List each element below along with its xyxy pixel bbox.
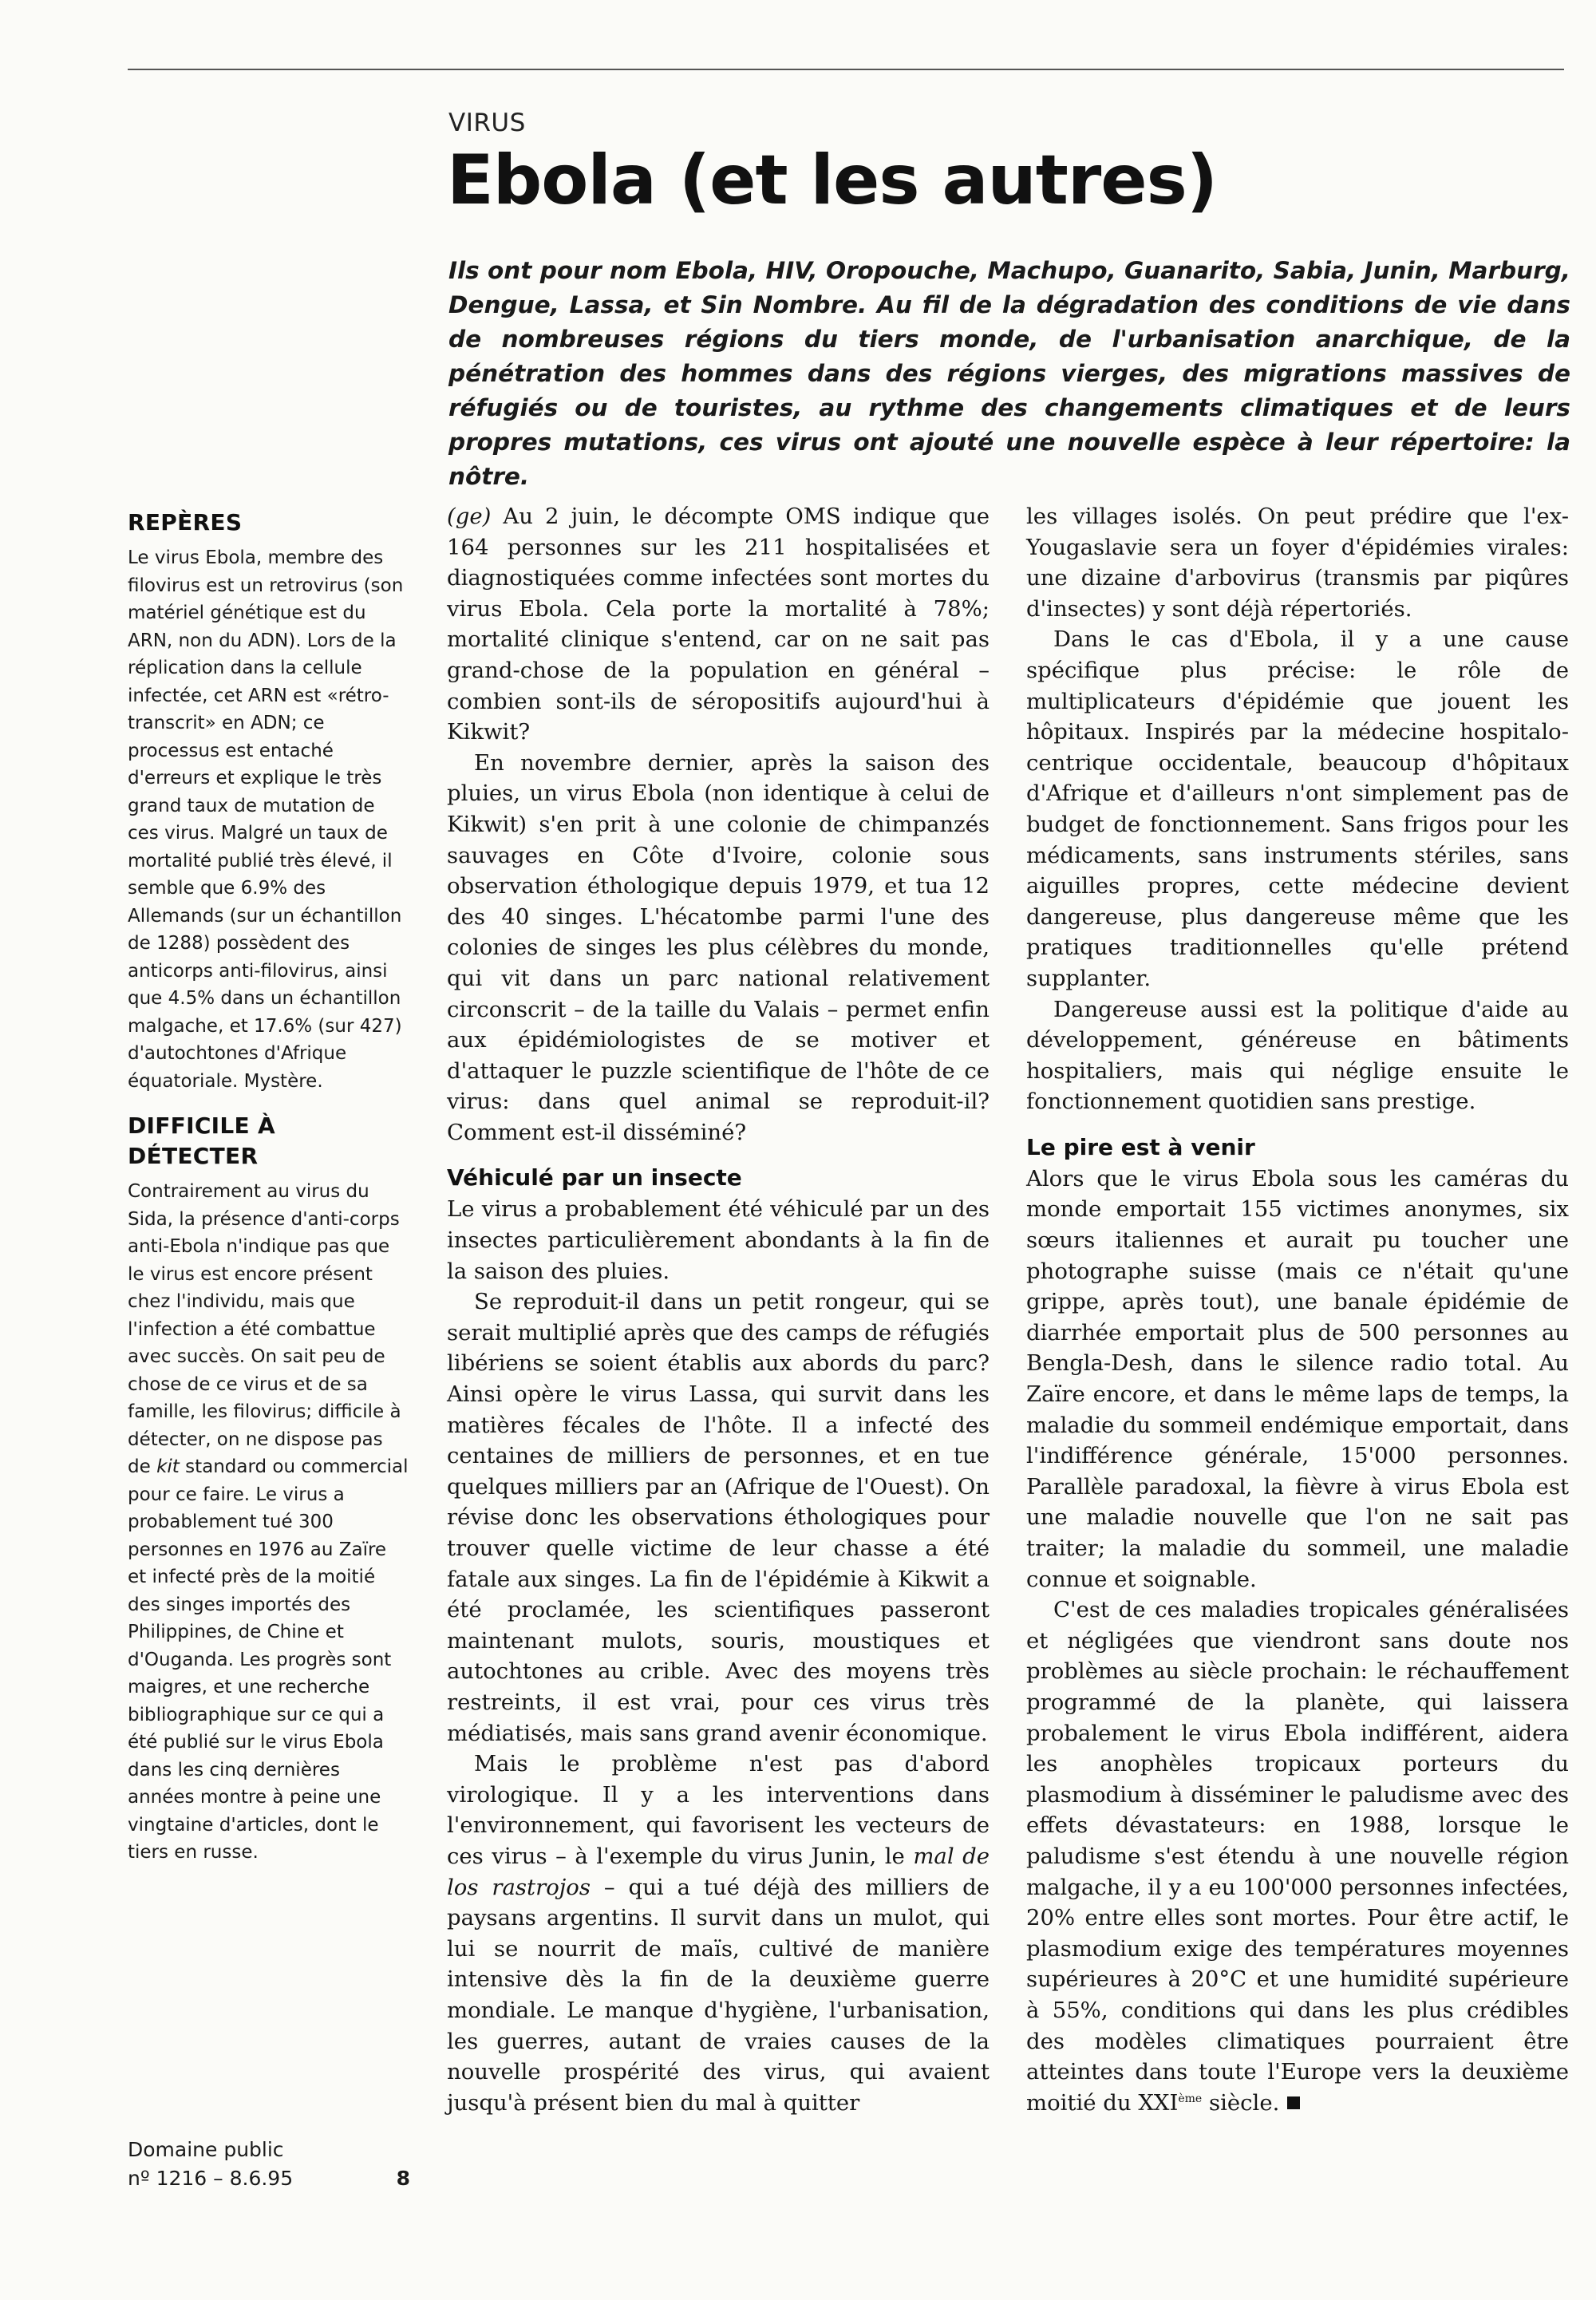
paragraph-text: Au 2 juin, le décompte OMS indique que 164 personnes sur les 211 hospitalisées et diagnostiquées comme infectées sont mortes du virus Ebola. Cela porte la mortalité à 78%; mortalité clinique s'entend, car on ne sait pas grand-chose de la population en général – combien sont-ils de séropositifs aujourd'hui à Kikwit?: [447, 504, 990, 745]
sidebar: [128, 508, 409, 1867]
end-mark-icon: [1287, 2096, 1300, 2109]
issue-line: [128, 2164, 415, 2193]
paragraph: [447, 501, 990, 748]
sidebar-reperes-title: REPÈRES: [128, 509, 243, 535]
article-column-2: [1026, 501, 1569, 2118]
paragraph: Alors que le virus Ebola sous les caméras du monde emportait 155 victimes anonymes, six sœurs italiennes et aurait pu toucher une photographe suisse (mais ce n'était qu'une grippe, après tout), une banale épidémie de diarrhée emportait plus de 500 personnes au Bengla-Desh, dans le silence radio total. Au Zaïre encore, et dans le même laps de temps, la maladie du sommeil endémique emportait, dans l'indifférence générale, 15'000 personnes. Parallèle paradoxal, la fièvre à virus Ebola est une maladie nouvelle que l'on ne sait pas traiter; la maladie du sommeil, une maladie connue et soignable.: [1026, 1165, 1569, 1592]
paragraph-text: siècle.: [1202, 2089, 1280, 2116]
superscript-eme: ème: [1178, 2092, 1203, 2105]
paragraph: Se reproduit-il dans un petit rongeur, qui se serait multiplié après que des camps de réfugiés libériens se soient établis aux abords du parc? Ainsi opère le virus Lassa, qui survit dans les matières fécales de l'hôte. Il a infecté des centaines de milliers de personnes, et en tue quelques milliers par an (Afrique de l'Ouest). On révise donc les observations éthologiques pour trouver quelle victime de leur chasse a été fatale aux singes. La fin de l'épidémie à Kikwit a été proclamée, les scientifiques passeront maintenant mulots, souris, moustiques et autochtones au crible. Avec des moyens très restreints, il est vrai, pour ces virus très médiatisés, mais sans grand avenir économique.: [447, 1289, 990, 1746]
paragraph-text: C'est de ces maladies tropicales généralisées et négligées que viendront sans doute nos problèmes au siècle prochain: le réchauffement programmé de la planète, qui laissera probalement le virus Ebola indifférent, aidera les anophèles tropicaux porteurs du plasmodium à disséminer le paludisme avec des effets dévastateurs: en 1988, lorsque le paludisme s'est étendu à une nouvelle région malgache, il y a eu 100'000 personnes infectées, 20% entre elles sont mortes. Pour être actif, le plasmodium exige des températures moyennes supérieures à 20°C et une humidité supérieure à 55%, conditions qui dans les plus crédibles des modèles climatiques pourraient être atteintes dans toute l'Europe vers la deuxième moitié du XXI: [1026, 1597, 1569, 2116]
publication-name: Domaine public: [128, 2138, 284, 2161]
paragraph: [447, 1749, 990, 2118]
sidebar-detect-kit: kit: [156, 1456, 180, 1477]
section-kicker: VIRUS: [448, 109, 526, 137]
article-lead: Ils ont pour nom Ebola, HIV, Oropouche, Machupo, Guanarito, Sabia, Junin, Marburg, Dengue, Lassa, et Sin Nombre. Au fil de la dégradation des conditions de vie dans de nombreuses régions du tiers monde, de l'urbanisation anarchique, de la pénétration des hommes dans des régions vierges, des migrations massives de réfugiés ou de touristes, au rythme des changements climatiques et de leurs propres mutations, ces virus ont ajouté une nouvelle espèce à leur répertoire: la nôtre.: [448, 257, 1570, 490]
article-title: Ebola (et les autres): [447, 140, 1218, 220]
issue-number: nº 1216 – 8.6.95: [128, 2167, 294, 2190]
paragraph: [1026, 1595, 1569, 2118]
page-footer: [128, 2136, 415, 2193]
paragraph: Dangereuse aussi est la politique d'aide au développement, généreuse en bâtiments hospitaliers, mais qui néglige ensuite le fonctionnement quotidien sans prestige.: [1026, 996, 1569, 1115]
paragraph-text: – qui a tué déjà des milliers de paysans argentins. Il survit dans un mulot, qui lui se nourrit de maïs, cultivé de manière intensive dès la fin de la deuxième guerre mondiale. Le manque d'hygiène, l'urbanisation, les guerres, autant de vraies causes de la nouvelle prospérité des virus, qui avaient jusqu'à présent bien du mal à quitter: [447, 1874, 990, 2116]
paragraph: les villages isolés. On peut prédire que l'ex-Yougaslavie sera un foyer d'épidémies virales: une dizaine d'arbovirus (transmis par piqûres d'insectes) y sont déjà répertoriés.: [1026, 504, 1569, 622]
subheading-insecte: Véhiculé par un insecte: [447, 1164, 742, 1191]
sidebar-reperes-text: Le virus Ebola, membre des filovirus est un retrovirus (son matériel génétique est du ARN, non du ADN). Lors de la réplication dans la cellule infectée, cet ARN est «rétro-transcrit» en ADN; ce processus est entaché d'erreurs et explique le très grand taux de mutation de ces virus. Malgré un taux de mortalité publié très élevé, il semble que 6.9% des Allemands (sur un échantillon de 1288) possèdent des anticorps anti-filovirus, ainsi que 4.5% dans un échantillon malgache, et 17.6% (sur 427) d'autochtones d'Afrique équatoriale. Mystère.: [128, 547, 404, 1092]
sidebar-detect-title: DIFFICILE À DÉTECTER: [128, 1112, 275, 1169]
author-initials: (ge): [447, 504, 492, 529]
top-rule: [128, 69, 1564, 70]
paragraph-text: Mais le problème n'est pas d'abord virologique. Il y a les interventions dans l'environnement, qui favorisent les vecteurs de ces virus – à l'exemple du virus Junin, le: [447, 1751, 990, 1869]
sidebar-detect-text: [128, 1178, 409, 1867]
page-number: 8: [396, 2167, 410, 2190]
italic-term: mal de los rastrojos: [447, 1843, 990, 1900]
paragraph: En novembre dernier, après la saison des pluies, un virus Ebola (non identique à celui de Kikwit) s'en prit à une colonie de chimpanzés sauvages en Côte d'Ivoire, colonie sous observation éthologique depuis 1979, et tua 12 des 40 singes. L'hécatombe parmi l'une des colonies de singes les plus célèbres du monde, qui vit dans un parc national relativement circonscrit – de la taille du Valais – permet enfin aux épidémiologistes de se motiver et d'attaquer le puzzle scientifique de l'hôte de ce virus: dans quel animal se reproduit-il? Comment est-il disséminé?: [447, 749, 990, 1145]
sidebar-detect-text-part1: Contrairement au virus du Sida, la présence d'anti-corps anti-Ebola n'indique pas que le virus est encore présent chez l'individu, mais que l'infection a été combattue avec succès. On sait peu de chose de ce virus et de sa famille, les filovirus; difficile à détecter, on ne dispose pas de: [128, 1181, 401, 1477]
paragraph: Le virus a probablement été véhiculé par un des insectes particulièrement abondants à la fin de la saison des pluies.: [447, 1196, 990, 1284]
sidebar-detect-text-part2: standard ou commercial pour ce faire. Le virus a probablement tué 300 personnes en 1976 au Zaïre et infecté près de la moitié des singes importés des Philippines, de Chine et d'Ouganda. Les progrès sont maigres, et une recherche bibliographique sur ce qui a été publié sur le virus Ebola dans les cinq dernières années montre à peine une vingtaine d'articles, dont le tiers en russe.: [128, 1456, 409, 1863]
article-column-1: [447, 501, 990, 2118]
subheading-pire: Le pire est à venir: [1026, 1133, 1255, 1160]
paragraph: Dans le cas d'Ebola, il y a une cause spécifique plus précise: le rôle de multiplicateurs d'épidémie que jouent les hôpitaux. Inspirés par la médecine hospitalo-centrique occidentale, beaucoup d'hôpitaux d'Afrique et d'ailleurs n'ont simplement pas de budget de fonctionnement. Sans frigos pour les médicaments, sans instruments stériles, sans aiguilles propres, cette médecine devient dangereuse, plus dangereuse même que les pratiques traditionnelles qu'elle prétend supplanter.: [1026, 626, 1569, 991]
